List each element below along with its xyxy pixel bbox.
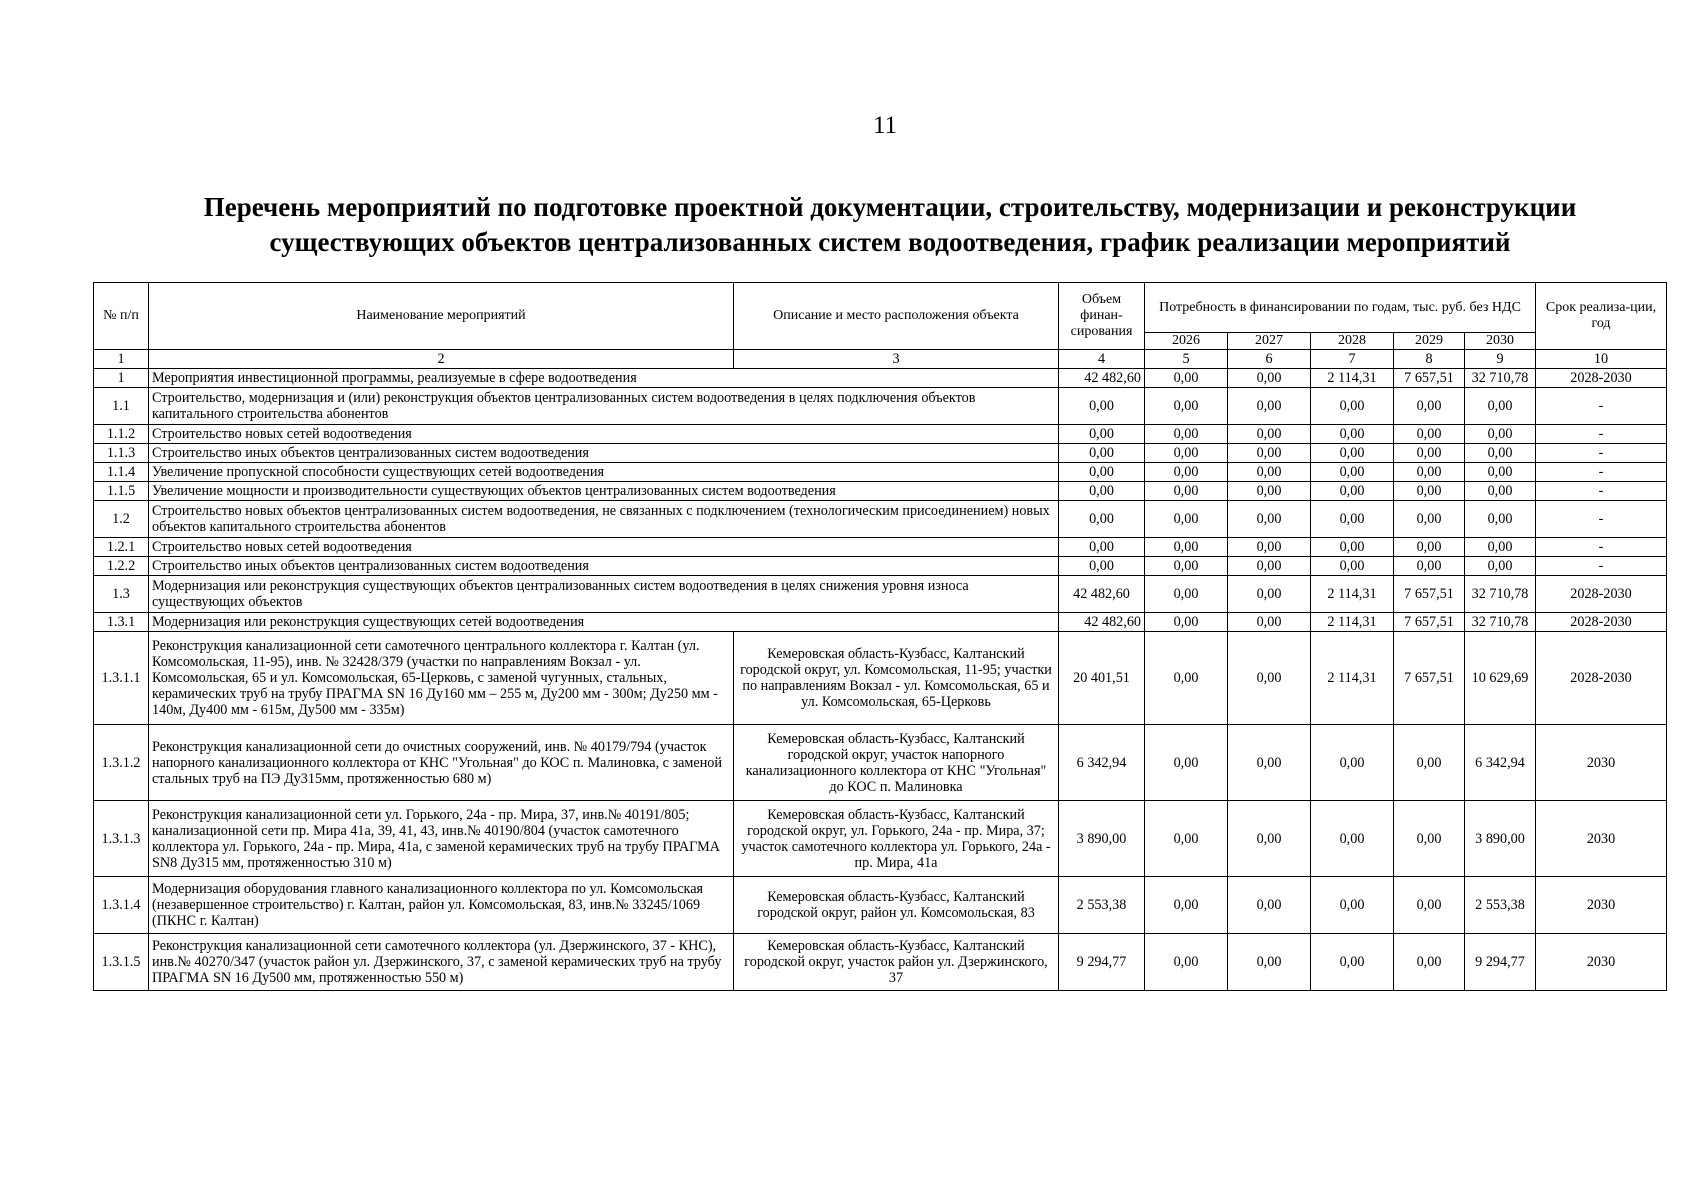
table-row [94,538,1667,557]
header-name: Наименование мероприятий [149,283,734,350]
col-number: 5 [1145,350,1228,369]
row-2028: 0,00 [1311,725,1394,801]
col-number: 6 [1228,350,1311,369]
row-2028: 0,00 [1311,557,1394,576]
row-2029: 0,00 [1394,877,1465,934]
row-2029: 7 657,51 [1394,576,1465,613]
table-row [94,463,1667,482]
table-row [94,388,1667,425]
row-term: - [1536,557,1667,576]
row-2030: 0,00 [1465,538,1536,557]
row-name: Реконструкция канализационной сети до очистных сооружений, инв. № 40179/794 (участок напорного канализационного коллектора от КНС "Угольная" до КОС п. Малиновка, с заменой стальных труб на ПЭ Ду315мм, протяженностью 680 м) [149,725,734,801]
row-desc: Кемеровская область-Кузбасс, Калтанский городской округ, участок район ул. Дзержинского, 37 [734,934,1059,991]
row-2030: 0,00 [1465,388,1536,425]
row-volume: 0,00 [1059,425,1145,444]
measures-table [93,282,1667,991]
row-2030: 0,00 [1465,463,1536,482]
row-name: Модернизация оборудования главного канализационного коллектора по ул. Комсомольская (незавершенное строительство) г. Калтан, район ул. Комсомольская, 83, инв.№ 33245/1069 (ПКНС г. Калтан) [149,877,734,934]
row-num: 1.2.2 [94,557,149,576]
row-2029: 0,00 [1394,501,1465,538]
row-num: 1.1.2 [94,425,149,444]
row-2029: 0,00 [1394,801,1465,877]
row-2027: 0,00 [1228,725,1311,801]
row-name: Реконструкция канализационной сети ул. Горького, 24а - пр. Мира, 37, инв.№ 40191/805; канализационной сети пр. Мира 41а, 39, 41, 43, инв.№ 40190/804 (участок самотечного коллектора ул. Горького, 24а - пр. Мира, 41а, с заменой керамических труб на трубу ПРАГМА SN8 Ду315 мм, протяженностью 310 м) [149,801,734,877]
row-2028: 2 114,31 [1311,632,1394,725]
row-2028: 0,00 [1311,482,1394,501]
header-year: 2029 [1394,333,1465,350]
row-2029: 0,00 [1394,934,1465,991]
row-2029: 7 657,51 [1394,613,1465,632]
row-num: 1.2.1 [94,538,149,557]
column-number-row [94,350,1667,369]
row-2028: 0,00 [1311,444,1394,463]
row-2028: 2 114,31 [1311,576,1394,613]
row-name: Строительство, модернизация и (или) реконструкция объектов централизованных систем водоотведения в целях подключения объектов капитального строительства абонентов [149,388,1059,425]
table-row [94,934,1667,991]
row-2027: 0,00 [1228,425,1311,444]
row-2027: 0,00 [1228,576,1311,613]
row-2026: 0,00 [1145,725,1228,801]
row-2027: 0,00 [1228,463,1311,482]
row-2029: 0,00 [1394,425,1465,444]
row-num: 1.1 [94,388,149,425]
row-volume: 0,00 [1059,557,1145,576]
row-2027: 0,00 [1228,877,1311,934]
row-2029: 0,00 [1394,482,1465,501]
row-term: - [1536,425,1667,444]
table-row [94,482,1667,501]
row-2026: 0,00 [1145,444,1228,463]
row-term: 2030 [1536,725,1667,801]
header-num: № п/п [94,283,149,350]
row-2030: 32 710,78 [1465,576,1536,613]
row-2030: 0,00 [1465,501,1536,538]
row-2030: 0,00 [1465,482,1536,501]
table-row [94,576,1667,613]
row-term: 2028-2030 [1536,613,1667,632]
document-title [90,190,1690,260]
row-2026: 0,00 [1145,613,1228,632]
row-2030: 9 294,77 [1465,934,1536,991]
row-term: - [1536,444,1667,463]
row-2026: 0,00 [1145,369,1228,388]
row-name: Увеличение мощности и производительности существующих объектов централизованных систем водоотведения [149,482,1059,501]
row-name: Модернизация или реконструкция существующих сетей водоотведения [149,613,1059,632]
header-year: 2030 [1465,333,1536,350]
table-row [94,444,1667,463]
row-2030: 0,00 [1465,557,1536,576]
row-desc: Кемеровская область-Кузбасс, Калтанский городской округ, участок напорного канализационного коллектора от КНС "Угольная" до КОС п. Малиновка [734,725,1059,801]
row-2026: 0,00 [1145,463,1228,482]
row-num: 1 [94,369,149,388]
table-row [94,425,1667,444]
row-volume: 0,00 [1059,501,1145,538]
row-volume: 2 553,38 [1059,877,1145,934]
row-2030: 0,00 [1465,444,1536,463]
col-number: 9 [1465,350,1536,369]
row-2027: 0,00 [1228,934,1311,991]
row-volume: 0,00 [1059,388,1145,425]
row-2029: 0,00 [1394,388,1465,425]
row-name: Увеличение пропускной способности существующих сетей водоотведения [149,463,1059,482]
row-volume: 3 890,00 [1059,801,1145,877]
page-number: 11 [872,112,898,139]
col-number: 1 [94,350,149,369]
table-row [94,877,1667,934]
row-2026: 0,00 [1145,425,1228,444]
row-2028: 0,00 [1311,463,1394,482]
row-2027: 0,00 [1228,444,1311,463]
row-term: 2030 [1536,934,1667,991]
row-term: - [1536,482,1667,501]
col-number: 8 [1394,350,1465,369]
row-term: - [1536,463,1667,482]
row-volume: 0,00 [1059,482,1145,501]
header-year: 2028 [1311,333,1394,350]
row-2027: 0,00 [1228,801,1311,877]
row-volume: 42 482,60 [1059,576,1145,613]
header-year: 2026 [1145,333,1228,350]
row-2027: 0,00 [1228,613,1311,632]
row-num: 1.3.1.2 [94,725,149,801]
row-term: - [1536,501,1667,538]
table-row [94,369,1667,388]
row-desc: Кемеровская область-Кузбасс, Калтанский городской округ, район ул. Комсомольская, 83 [734,877,1059,934]
row-volume: 0,00 [1059,463,1145,482]
row-2029: 0,00 [1394,444,1465,463]
row-term: 2028-2030 [1536,632,1667,725]
row-num: 1.2 [94,501,149,538]
row-2026: 0,00 [1145,576,1228,613]
row-2026: 0,00 [1145,801,1228,877]
row-2028: 0,00 [1311,538,1394,557]
row-2030: 0,00 [1465,425,1536,444]
title-line-2: существующих объектов централизованных систем водоотведения, график реализации мероприятий [269,227,1511,257]
table-row [94,632,1667,725]
row-volume: 6 342,94 [1059,725,1145,801]
table-row [94,557,1667,576]
table-row [94,725,1667,801]
row-2028: 2 114,31 [1311,369,1394,388]
row-2029: 0,00 [1394,463,1465,482]
row-num: 1.3.1.4 [94,877,149,934]
row-2030: 32 710,78 [1465,613,1536,632]
row-volume: 42 482,60 [1059,613,1145,632]
header-volume: Объем финан-сирования [1059,283,1145,350]
row-num: 1.1.3 [94,444,149,463]
row-name: Строительство новых сетей водоотведения [149,538,1059,557]
table-row [94,501,1667,538]
row-num: 1.3.1.3 [94,801,149,877]
header-desc: Описание и место расположения объекта [734,283,1059,350]
header-term: Срок реализа-ции, год [1536,283,1667,350]
row-num: 1.3.1.5 [94,934,149,991]
header-funding: Потребность в финансировании по годам, тыс. руб. без НДС [1145,283,1536,333]
row-num: 1.1.4 [94,463,149,482]
row-name: Строительство иных объектов централизованных систем водоотведения [149,557,1059,576]
row-desc: Кемеровская область-Кузбасс, Калтанский городской округ, ул. Горького, 24а - пр. Мира, 37; участок самотечного коллектора ул. Горького, 24а - пр. Мира, 41а [734,801,1059,877]
col-number: 10 [1536,350,1667,369]
row-term: 2030 [1536,877,1667,934]
row-name: Строительство новых сетей водоотведения [149,425,1059,444]
row-name: Реконструкция канализационной сети самотечного коллектора (ул. Дзержинского, 37 - КНС), инв.№ 40270/347 (участок район ул. Дзержинского, 37, с заменой керамических труб на трубу ПРАГМА SN 16 Ду500 мм, протяженностью 550 м) [149,934,734,991]
row-name: Модернизация или реконструкция существующих объектов централизованных систем водоотведения в целях снижения уровня износа существующих объектов [149,576,1059,613]
row-2028: 0,00 [1311,425,1394,444]
row-volume: 20 401,51 [1059,632,1145,725]
row-2030: 3 890,00 [1465,801,1536,877]
row-num: 1.3 [94,576,149,613]
table-header-row [94,283,1667,333]
row-2030: 2 553,38 [1465,877,1536,934]
row-num: 1.3.1.1 [94,632,149,725]
row-name: Мероприятия инвестиционной программы, реализуемые в сфере водоотведения [149,369,1059,388]
col-number: 7 [1311,350,1394,369]
row-volume: 0,00 [1059,444,1145,463]
row-2026: 0,00 [1145,538,1228,557]
row-name: Реконструкция канализационной сети самотечного центрального коллектора г. Калтан (ул. Комсомольская, 11-95), инв. № 32428/379 (участки по направлениям Вокзал - ул. Комсомольская, 65 и ул. Комсомольская, 65-Церковь, с заменой чугунных, стальных, керамических труб на трубу ПРАГМА SN 16 Ду160 мм – 255 м, Ду200 мм - 300м; Ду250 мм - 140м, Ду400 мм - 615м, Ду500 мм - 335м) [149,632,734,725]
row-2027: 0,00 [1228,388,1311,425]
row-2028: 0,00 [1311,934,1394,991]
row-2028: 0,00 [1311,388,1394,425]
header-year: 2027 [1228,333,1311,350]
row-2026: 0,00 [1145,501,1228,538]
row-term: - [1536,538,1667,557]
row-volume: 0,00 [1059,538,1145,557]
col-number: 4 [1059,350,1145,369]
row-term: - [1536,388,1667,425]
row-2029: 0,00 [1394,557,1465,576]
row-2029: 7 657,51 [1394,632,1465,725]
row-2029: 7 657,51 [1394,369,1465,388]
row-2027: 0,00 [1228,632,1311,725]
row-2028: 0,00 [1311,877,1394,934]
row-name: Строительство иных объектов централизованных систем водоотведения [149,444,1059,463]
row-desc: Кемеровская область-Кузбасс, Калтанский городской округ, ул. Комсомольская, 11-95; участки по направлениям Вокзал - ул. Комсомольская, 65 и ул. Комсомольская, 65-Церковь [734,632,1059,725]
row-2029: 0,00 [1394,538,1465,557]
row-name: Строительство новых объектов централизованных систем водоотведения, не связанных с подключением (технологическим присоединением) новых объектов капитального строительства абонентов [149,501,1059,538]
row-2027: 0,00 [1228,501,1311,538]
row-2026: 0,00 [1145,388,1228,425]
table-row [94,801,1667,877]
row-2028: 2 114,31 [1311,613,1394,632]
row-2027: 0,00 [1228,538,1311,557]
row-2030: 10 629,69 [1465,632,1536,725]
row-2026: 0,00 [1145,877,1228,934]
row-2026: 0,00 [1145,557,1228,576]
row-volume: 9 294,77 [1059,934,1145,991]
row-2026: 0,00 [1145,632,1228,725]
row-2027: 0,00 [1228,369,1311,388]
row-term: 2028-2030 [1536,369,1667,388]
title-line-1: Перечень мероприятий по подготовке проектной документации, строительству, модернизации и реконструкции [203,192,1577,222]
col-number: 3 [734,350,1059,369]
row-num: 1.3.1 [94,613,149,632]
row-2030: 6 342,94 [1465,725,1536,801]
row-2026: 0,00 [1145,934,1228,991]
row-2030: 32 710,78 [1465,369,1536,388]
row-2028: 0,00 [1311,501,1394,538]
row-2026: 0,00 [1145,482,1228,501]
row-volume: 42 482,60 [1059,369,1145,388]
row-term: 2030 [1536,801,1667,877]
row-term: 2028-2030 [1536,576,1667,613]
row-2028: 0,00 [1311,801,1394,877]
row-2027: 0,00 [1228,557,1311,576]
row-2027: 0,00 [1228,482,1311,501]
table-row [94,613,1667,632]
row-2029: 0,00 [1394,725,1465,801]
row-num: 1.1.5 [94,482,149,501]
col-number: 2 [149,350,734,369]
